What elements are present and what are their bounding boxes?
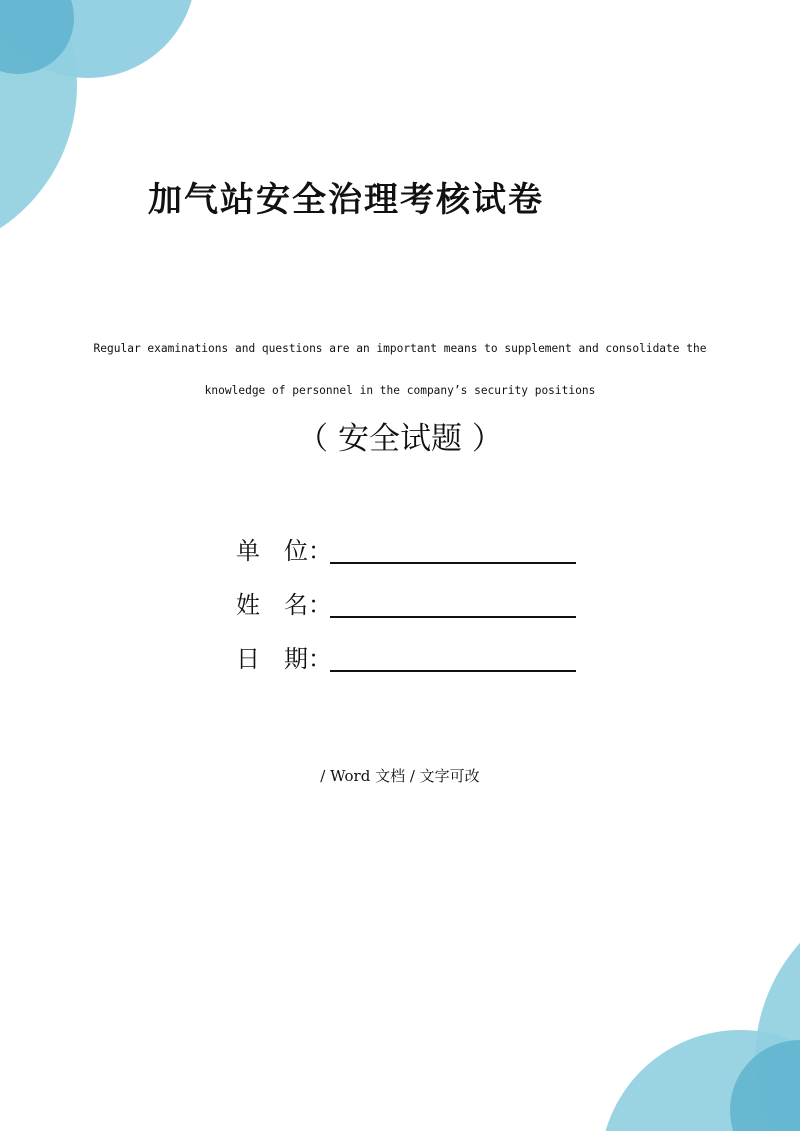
field-name-line <box>330 616 576 618</box>
field-date-label: 日 期： <box>236 645 332 673</box>
field-date-line <box>330 670 576 672</box>
description-line-1: Regular examinations and questions are an important means to supplement and consolidate the <box>93 342 707 355</box>
description-line-2: knowledge of personnel in the company’s security positions <box>204 384 596 397</box>
field-date <box>236 640 596 674</box>
field-name-label: 姓 名： <box>236 591 332 619</box>
document-footer: / Word 文档 / 文字可改 <box>320 767 480 785</box>
field-unit-line <box>330 562 576 564</box>
bottom-right-circles <box>600 885 800 1131</box>
field-unit <box>236 532 596 566</box>
document-title: 加气站安全治理考核试卷 <box>148 180 544 220</box>
field-name <box>236 586 596 620</box>
document-subtitle: （ 安全试题 ） <box>297 421 503 457</box>
field-unit-label: 单 位： <box>236 537 332 565</box>
